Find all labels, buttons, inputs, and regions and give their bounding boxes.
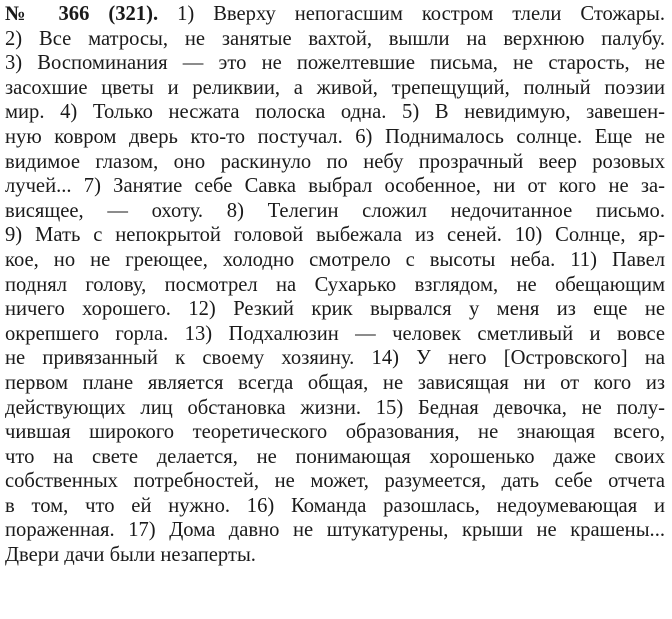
text-line-4: засохшие цветы и реликвии, а живой, трепещущий, полный поэзии	[5, 76, 665, 99]
exercise-number: № 366	[5, 3, 90, 25]
exercise-text	[5, 2, 665, 568]
text-line-15: не привязанный к своему хозяину. 14) У него [Островского] на	[5, 347, 665, 370]
text-line-2: 2) Все матросы, не занятые вахтой, вышли на верхнюю палубу.	[5, 27, 665, 50]
exercise-alt-number: (321).	[108, 3, 159, 25]
text-line-3: 3) Воспоминания — это не пожелтевшие письма, не старость, не	[5, 52, 665, 75]
text-line-22: пораженная. 17) Дома давно не штукатурены, крыши не крашены...	[5, 519, 665, 542]
text-line-8: лучей... 7) Занятие себе Савка выбрал особенное, ни от кого не за-	[5, 175, 665, 198]
text-line-6: ную ковром дверь кто-то постучал. 6) Поднималось солнце. Еще не	[5, 125, 665, 148]
text-line-16: первом плане является всегда общая, не зависящая ни от кого из	[5, 371, 665, 394]
text-line-19: что на свете делается, не понимающая хорошенько даже своих	[5, 445, 665, 468]
text-line-9: висящее, — охоту. 8) Телегин сложил недочитанное письмо.	[5, 199, 665, 222]
text-line-17: действующих лиц обстановка жизни. 15) Бедная девочка, не полу-	[5, 396, 665, 419]
text-line-12: поднял голову, посмотрел на Сухарько взглядом, не обещающим	[5, 273, 665, 296]
text-line-14: окрепшего горла. 13) Подхалюзин — человек сметливый и вовсе	[5, 322, 665, 345]
text-line-5: мир. 4) Только несжата полоска одна. 5) В невидимую, завешен-	[5, 101, 665, 124]
text-line-23: Двери дачи были незаперты.	[5, 544, 256, 567]
text-line-20: собственных потребностей, не может, разумеется, дать себе отчета	[5, 470, 665, 493]
text-line-11: кое, но не греющее, холодно смотрело с высоты неба. 11) Павел	[5, 248, 665, 271]
text-line-10: 9) Мать с непокрытой головой выбежала из сеней. 10) Солнце, яр-	[5, 224, 665, 247]
text-line-18: чившая широкого теоретического образования, не знающая всего,	[5, 421, 665, 444]
text-line-21: в том, что ей нужно. 16) Команда разошлась, недоумевающая и	[5, 494, 665, 517]
text-line-1	[5, 2, 665, 27]
text-line-1-body: 1) Вверху непогасшим костром тлели Стожары.	[177, 3, 665, 25]
text-line-13: ничего хорошего. 12) Резкий крик вырвался у меня из еще не	[5, 298, 665, 321]
text-line-7: видимое глазом, оно раскинуло по небу прозрачный веер розовых	[5, 150, 665, 173]
